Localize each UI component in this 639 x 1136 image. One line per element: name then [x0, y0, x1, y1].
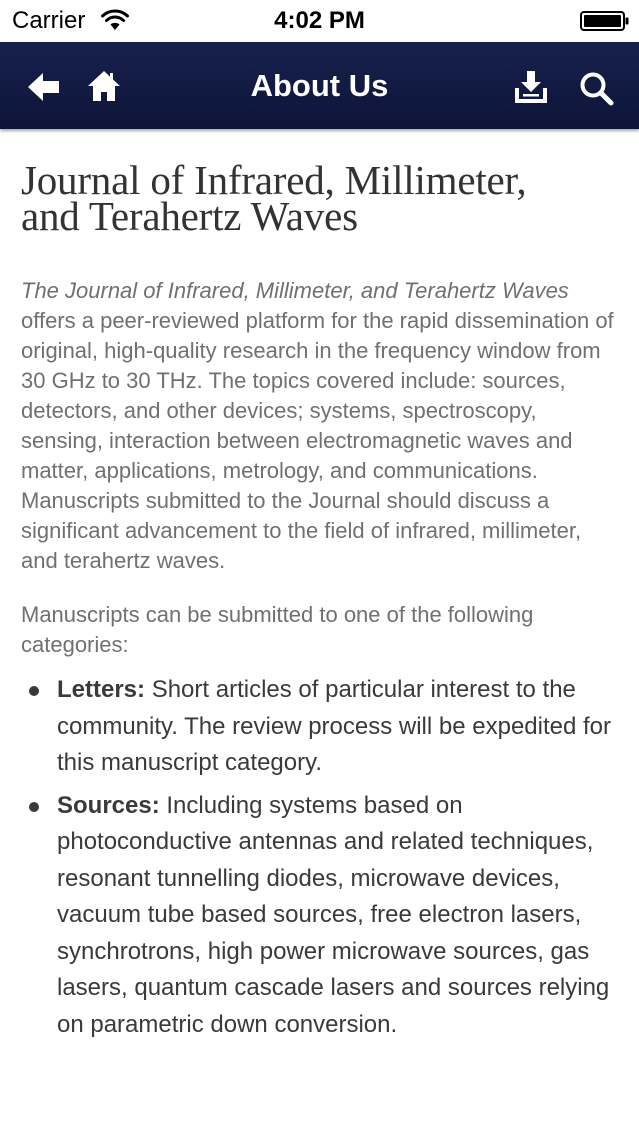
battery-icon — [580, 11, 630, 31]
search-icon[interactable] — [578, 70, 614, 106]
list-item — [57, 672, 621, 782]
home-icon[interactable] — [86, 68, 122, 104]
categories-intro: Manuscripts can be submitted to one of the following categories: — [21, 602, 534, 657]
journal-title — [21, 157, 621, 239]
back-arrow-icon[interactable] — [26, 70, 62, 104]
list-item — [57, 788, 621, 1044]
navigation-bar — [0, 42, 639, 129]
page-title: About Us — [250, 68, 389, 103]
intro-text: offers a peer-reviewed platform for the rapid dissemination of original, high-quality research in the frequency window from 30 GHz to 30 THz. The topics covered include: sources, detectors, and other devices; systems, spectroscopy, sensing, interaction between electromagnetic waves and matter, applications, metrology, and communications. Manuscripts submitted to the Journal should discuss a significant advancement to the field of infrared, millimeter, and terahertz waves. — [21, 308, 614, 573]
carrier-label: Carrier — [12, 7, 86, 34]
category-description: Short articles of particular interest to the community. The review process will be expedited for this manuscript category. — [57, 676, 612, 776]
journal-title-line1: Journal of Infrared, Millimeter, — [21, 157, 527, 203]
category-name: Letters: — [57, 676, 146, 703]
about-content — [21, 157, 621, 1049]
category-list — [21, 672, 621, 1043]
category-name: Sources: — [57, 791, 160, 819]
status-time: 4:02 PM — [274, 7, 365, 34]
category-description: Including systems based on photoconductive antennas and related techniques, resonant tunnelling diodes, microwave devices, vacuum tube based sources, free electron lasers, synchrotrons, high power microwave sources, gas lasers, quantum cascade lasers and sources relying on parametric down conversion. — [57, 791, 610, 1038]
intro-paragraph — [21, 276, 621, 576]
journal-title-line2: and Terahertz Waves — [21, 193, 358, 239]
status-bar — [0, 0, 639, 42]
download-icon[interactable] — [512, 68, 550, 106]
intro-journal-name: The Journal of Infrared, Millimeter, and Terahertz Waves — [21, 278, 569, 303]
